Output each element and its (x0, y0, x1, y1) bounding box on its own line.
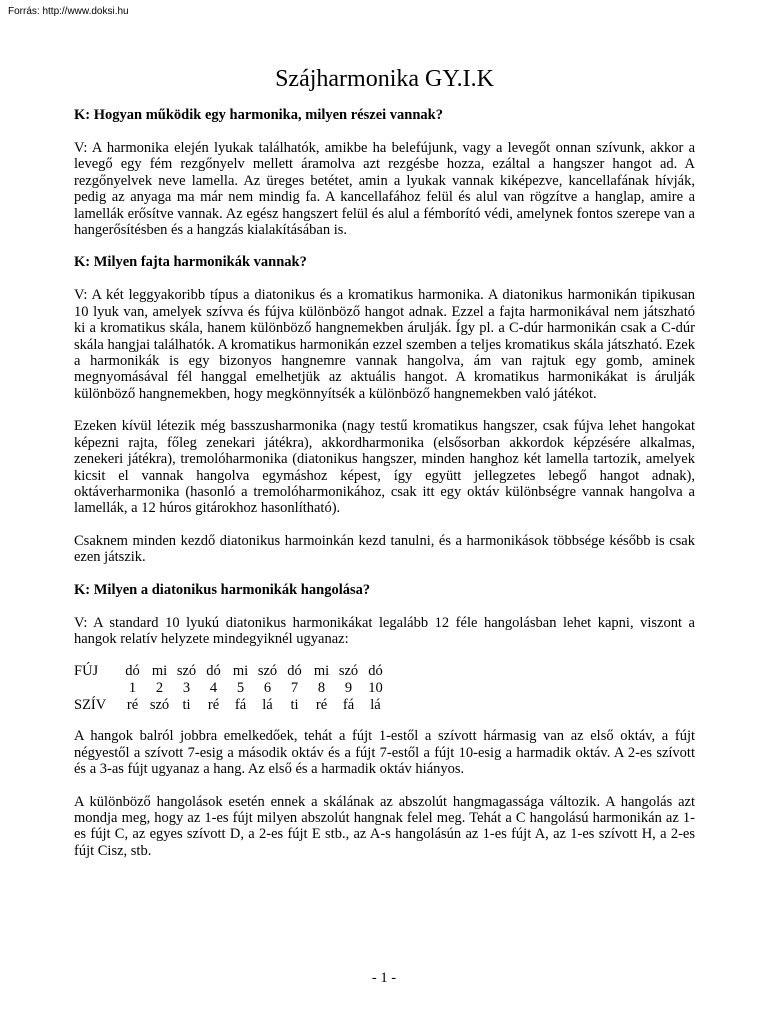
hole-number: 8 (317, 680, 326, 697)
draw-row (74, 697, 389, 714)
blow-note: dó (368, 663, 383, 680)
source-url: Forrás: http://www.doksi.hu (8, 6, 129, 17)
hole-number: 4 (209, 680, 218, 697)
draw-label: SZÍV (74, 697, 107, 714)
hole-number: 3 (182, 680, 191, 697)
hole-label (74, 680, 119, 697)
hole-number: 5 (236, 680, 245, 697)
hole-number: 6 (263, 680, 272, 697)
answer-2-paragraph-3: Csaknem minden kezdő diatonikus harmoinkán kezd tanulni, és a harmonikások többsége később is csak ezen játszik. (74, 532, 695, 566)
draw-note: ti (182, 697, 191, 714)
blow-note: szó (257, 663, 278, 680)
tuning-table (74, 663, 389, 714)
hole-number: 7 (290, 680, 299, 697)
hole-number: 10 (368, 680, 383, 697)
blow-label: FÚJ (74, 663, 99, 680)
draw-note: lá (370, 697, 381, 714)
question-2: K: Milyen fajta harmonikák vannak? (74, 254, 307, 271)
draw-note: ré (126, 697, 139, 714)
hole-row (74, 680, 389, 697)
document-page (74, 66, 695, 875)
page-title: Szájharmonika GY.I.K (275, 66, 494, 92)
blow-note: mi (232, 663, 249, 680)
draw-note: ré (207, 697, 220, 714)
hole-number: 1 (128, 680, 137, 697)
blow-note: mi (313, 663, 330, 680)
blow-note: dó (287, 663, 302, 680)
draw-note: ti (290, 697, 299, 714)
blow-note: mi (151, 663, 168, 680)
page-number: - 1 - (371, 970, 397, 986)
blow-note: dó (125, 663, 140, 680)
answer-1-paragraph: V: A harmonika elején lyukak találhatók, amikbe ha belefújunk, vagy a levegőt onnan szívunk, akkor a levegő egy fém rezgőnyelv mellett áramolva azt rezgésbe hozza, ezáltal a hangszer hangot ad. A rezgőnyelvek neve lamella. Az üreges betétet, amin a lyukak vannak kiképezve, kancellafának hívják, pedig az anyaga ma már nem mindig fa. A kancellafához felül és alul van rögzítve a hanglap, amire a lamellák erősítve vannak. Az egész hangszert felül és alul a fémborító védi, amelynek fontos szerepe van a hangerősítésben és a hangzás kialakításában is. (74, 140, 695, 239)
after-table-paragraph-2: A különböző hangolások esetén ennek a skálának az abszolút hangmagassága változik. A hangolás azt mondja meg, hogy az 1-es fújt milyen abszolút hangnak felel meg. Tehát a C hangolású harmonikán az 1-es fújt C, az egyes szívott D, a 2-es fújt E stb., az A-s hangolásún az 1-es fújt A, az 1-es szívott H, a 2-es fújt Cisz, stb. (74, 793, 695, 859)
hole-number: 9 (344, 680, 353, 697)
question-1: K: Hogyan működik egy harmonika, milyen részei vannak? (74, 107, 443, 123)
blow-note: dó (206, 663, 221, 680)
draw-note: fá (342, 697, 355, 714)
draw-note: szó (149, 697, 170, 714)
after-table-paragraph-1: A hangok balról jobbra emelkedőek, tehát a fújt 1-estől a szívott hármasig van az első oktáv, a fújt négyestől a szívott 7-esig a második oktáv és a fújt 7-estől a fújt 10-esig a harmadik oktáv. A 2-es szívott és a 3-as fújt ugyanaz a hang. Az első és a harmadik oktáv hiányos. (74, 728, 695, 778)
answer-3-paragraph-1: V: A standard 10 lyukú diatonikus harmonikákat legalább 12 féle hangolásban lehet kapni, viszont a hangok relatív helyzete mindegyiknél ugyanaz: (74, 614, 695, 647)
answer-2-paragraph-2: Ezeken kívül létezik még basszusharmonika (nagy testű kromatikus hangszer, csak fújva lehet hangokat képezni rajta, főleg zenekari játékra), akkordharmonika (elsősorban akkordok képzésére alkalmas, zenekeri játékra), tremolóharmonika (diatonikus hangszer, minden hanghoz két lamella tartozik, amelyek kicsit el vannak hangolva egymáshoz képest, így együtt jellegzetes lebegő hangot adnak), oktáverharmonika (hasonló a tremolóharmonikához, csak itt egy oktáv különbségre vannak hangolva a lamellák, a 12 húros gitárokhoz hasonlítható). (74, 418, 695, 517)
blow-row (74, 663, 389, 680)
hole-number: 2 (155, 680, 164, 697)
draw-note: fá (234, 697, 247, 714)
blow-note: szó (338, 663, 359, 680)
blow-note: szó (176, 663, 197, 680)
question-3: K: Milyen a diatonikus harmonikák hangolása? (74, 581, 371, 598)
draw-note: ré (315, 697, 328, 714)
draw-note: lá (262, 697, 273, 714)
answer-2-paragraph-1: V: A két leggyakoribb típus a diatonikus és a kromatikus harmonika. A diatonikus harmonikán tipikusan 10 lyuk van, amelyek szívva és fújva különböző hangot adnak. Ezzel a fajta harmonikával nem játszható ki a kromatikus skála, hanem különböző hangnemekben árulják. Így pl. a C-dúr harmonikán csak a C-dúr skála hangjai találhatók. A kromatikus harmonikán ezzel szemben a teljes kromatikus skála játszható. Ezek a harmonikák is egy bizonyos hangnemre vannak hangolva, ám van rajtuk egy gomb, aminek megnyomásával fél hanggal emelhetjük az aktuális hangot. A kromatikus harmonikákat is árulják különböző hangnemekben, hogy megkönnyítsék a különböző hangnemekben való játékot. (74, 287, 695, 402)
